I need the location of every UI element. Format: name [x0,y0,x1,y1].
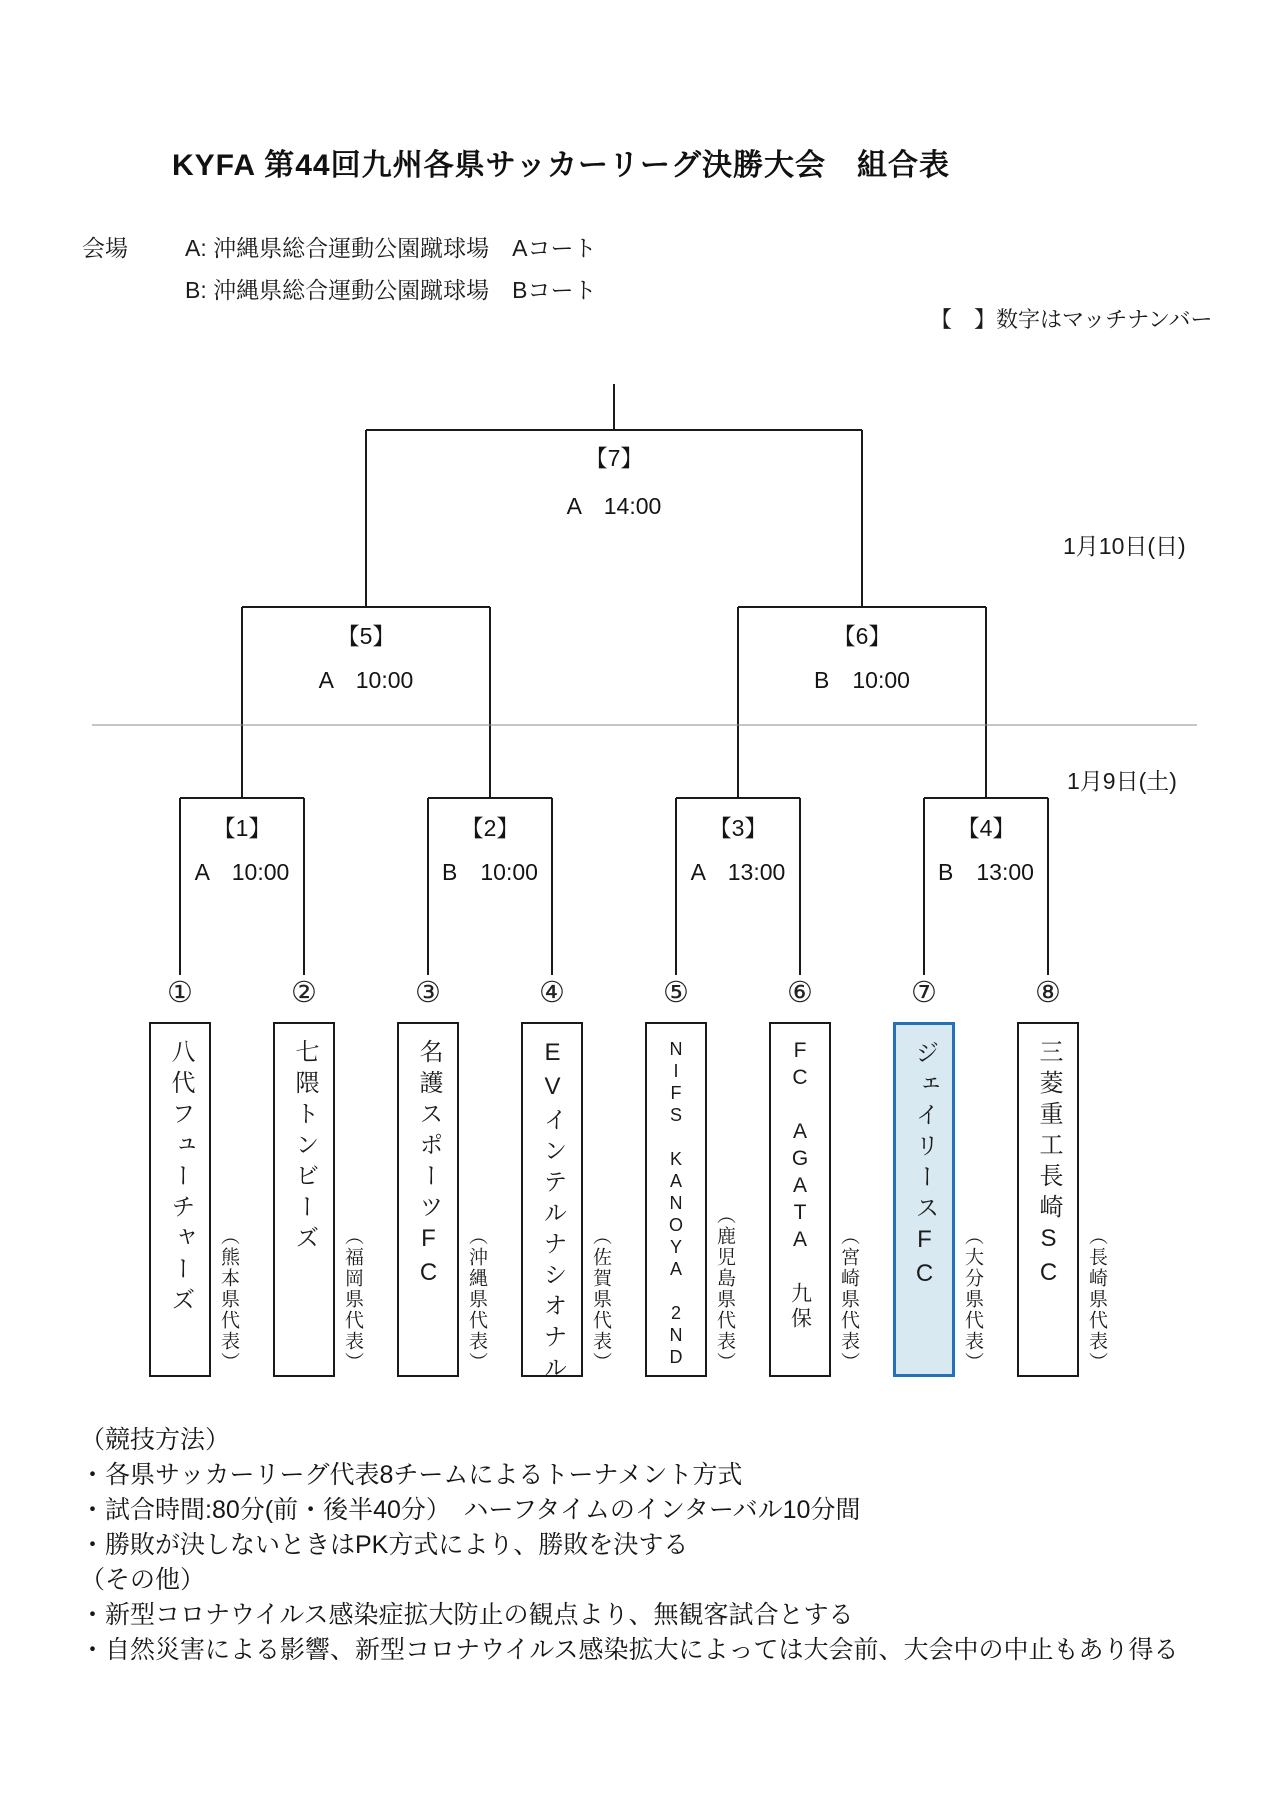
seed-3: ③ [415,977,441,1009]
match-5-label: 【5】 [336,623,396,649]
team-name: 七隈トンビーズ [291,1039,318,1256]
seed-4: ④ [539,977,565,1009]
notes-line: ・試合時間:80分(前・後半40分） ハーフタイムのインターバル10分間 [80,1496,861,1524]
team-name: ジェイリースFC [911,1040,938,1294]
date-saturday: 1月9日(土) [1067,768,1177,794]
team-box-jlease-fc-highlighted [893,1022,955,1377]
seed-8: ⑧ [1035,977,1061,1009]
match-3-label: 【3】 [708,815,768,841]
match-3-time: A 13:00 [690,859,786,885]
prefecture-kagoshima: （鹿児島県代表） [714,1205,735,1373]
team-box-yatsushiro-futures [149,1022,211,1377]
seed-6: ⑥ [787,977,813,1009]
seed-2: ② [291,977,317,1009]
team-box-fc-agata-kuho [769,1022,831,1377]
seed-7: ⑦ [911,977,937,1009]
prefecture-okinawa: （沖縄県代表） [466,1226,487,1373]
match-4-label: 【4】 [956,815,1016,841]
date-sunday: 1月10日(日) [1063,533,1186,559]
match-7-label: 【7】 [584,445,644,471]
team-name: 名護スポーツFC [415,1039,442,1293]
team-name: 三菱重工長崎SC [1035,1039,1062,1293]
venue-line-a: A: 沖縄県総合運動公園蹴球場 Aコート [185,235,597,261]
match-2-time: B 10:00 [442,859,538,885]
team-name: EVインテルナシオナル [539,1039,566,1386]
team-box-nifs-kanoya-2nd [645,1022,707,1377]
team-name: 八代フューチャーズ [167,1039,194,1318]
team-box-nago-sports-fc [397,1022,459,1377]
prefecture-miyazaki: （宮崎県代表） [838,1226,859,1373]
team-box-nanakuma-tombies [273,1022,335,1377]
team-box-mitsubishi-nagasaki-sc [1017,1022,1079,1377]
page-title: KYFA 第44回九州各県サッカーリーグ決勝大会 組合表 [172,149,950,182]
prefecture-fukuoka: （福岡県代表） [342,1226,363,1373]
match-5-time: A 10:00 [318,667,414,693]
notes-line: （その他） [80,1566,206,1594]
team-name: NIFS KANOYA 2ND [666,1039,686,1369]
prefecture-saga: （佐賀県代表） [590,1226,611,1373]
match-6-label: 【6】 [832,623,892,649]
match-2-label: 【2】 [460,815,520,841]
match-1-label: 【1】 [212,815,272,841]
notes-line: ・新型コロナウイルス感染症拡大防止の観点より、無観客試合とする [80,1601,854,1629]
match-4-time: B 13:00 [938,859,1034,885]
match-1-time: A 10:00 [194,859,290,885]
notes-line: ・自然災害による影響、新型コロナウイルス感染拡大によっては大会前、大会中の中止もあり得る [80,1636,1179,1664]
rules-notes [80,1423,1179,1668]
seed-1: ① [167,977,193,1009]
prefecture-oita: （大分県代表） [962,1226,983,1373]
match-6-time: B 10:00 [814,667,910,693]
venue-label: 会場 [82,235,128,261]
prefecture-nagasaki: （長崎県代表） [1086,1226,1107,1373]
prefecture-kumamoto: （熊本県代表） [218,1226,239,1373]
seed-5: ⑤ [663,977,689,1009]
notes-line: （競技方法） [80,1426,231,1454]
match-7-time: A 14:00 [566,493,662,519]
venue-line-b: B: 沖縄県総合運動公園蹴球場 Bコート [185,277,597,303]
team-box-ev-internacional [521,1022,583,1386]
team-name: FC AGATA 九保 [788,1039,812,1332]
notes-line: ・勝敗が決しないときはPK方式により、勝敗を決する [80,1531,689,1559]
match-number-note: 【 】数字はマッチナンバー [930,307,1213,332]
notes-line: ・各県サッカーリーグ代表8チームによるトーナメント方式 [80,1461,743,1489]
